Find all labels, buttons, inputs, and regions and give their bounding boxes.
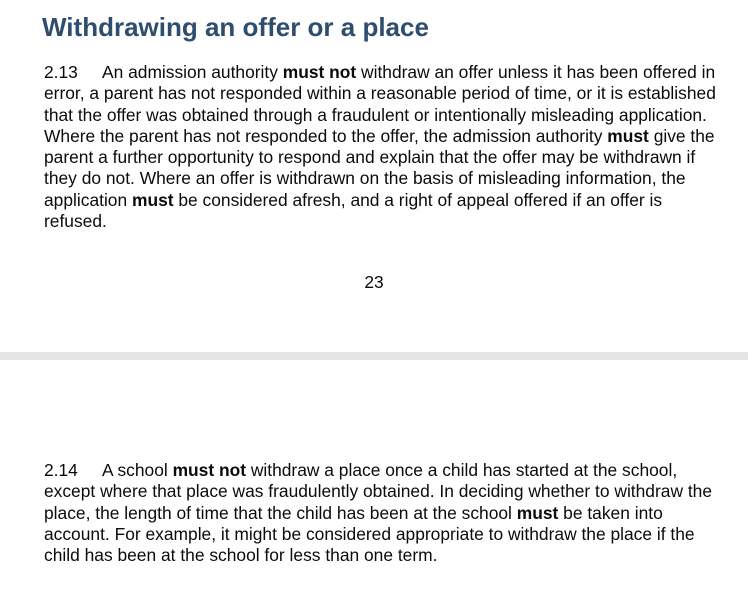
page-separator	[0, 352, 748, 360]
paragraph-text: withdraw a place once a child has started at the school, except where that place was fraudulently obtained. In deciding whether to withdraw the place, the length of time that the child has been at the school	[44, 460, 713, 523]
emphasis-text: must	[607, 125, 649, 146]
section-heading: Withdrawing an offer or a place	[42, 12, 429, 42]
paragraph-text: withdraw an offer unless it has been offered in error, a parent has not responded within a reasonable period of time, or it is established that the offer was obtained through a fraudulent or intentionally misleading application. Where the parent has not responded to the offer, the admission authority	[44, 62, 716, 146]
paragraph-text: give the parent a further opportunity to respond and explain that the offer may be withdrawn if they do not. Where an offer is withdrawn on the basis of misleading information, the application	[44, 125, 715, 210]
paragraph-text: be taken into account. For example, it might be considered appropriate to withdraw the place if the child has been at the school for less than one term.	[44, 502, 695, 566]
paragraph-text: A school	[102, 460, 173, 480]
paragraph-text: An admission authority	[102, 62, 283, 82]
page-number: 23	[364, 272, 384, 292]
emphasis-text: must not	[172, 460, 246, 480]
emphasis-text: must	[516, 502, 559, 523]
paragraph-number: 2.13	[44, 62, 78, 82]
document-page-24	[0, 360, 748, 600]
paragraph-2-14	[44, 460, 724, 566]
emphasis-text: must not	[282, 62, 357, 82]
paragraph-text: be considered afresh, and a right of appeal offered if an offer is refused.	[44, 189, 663, 232]
emphasis-text: must	[131, 189, 174, 210]
paragraph-number: 2.14	[44, 460, 78, 480]
paragraph-2-13	[44, 62, 724, 232]
